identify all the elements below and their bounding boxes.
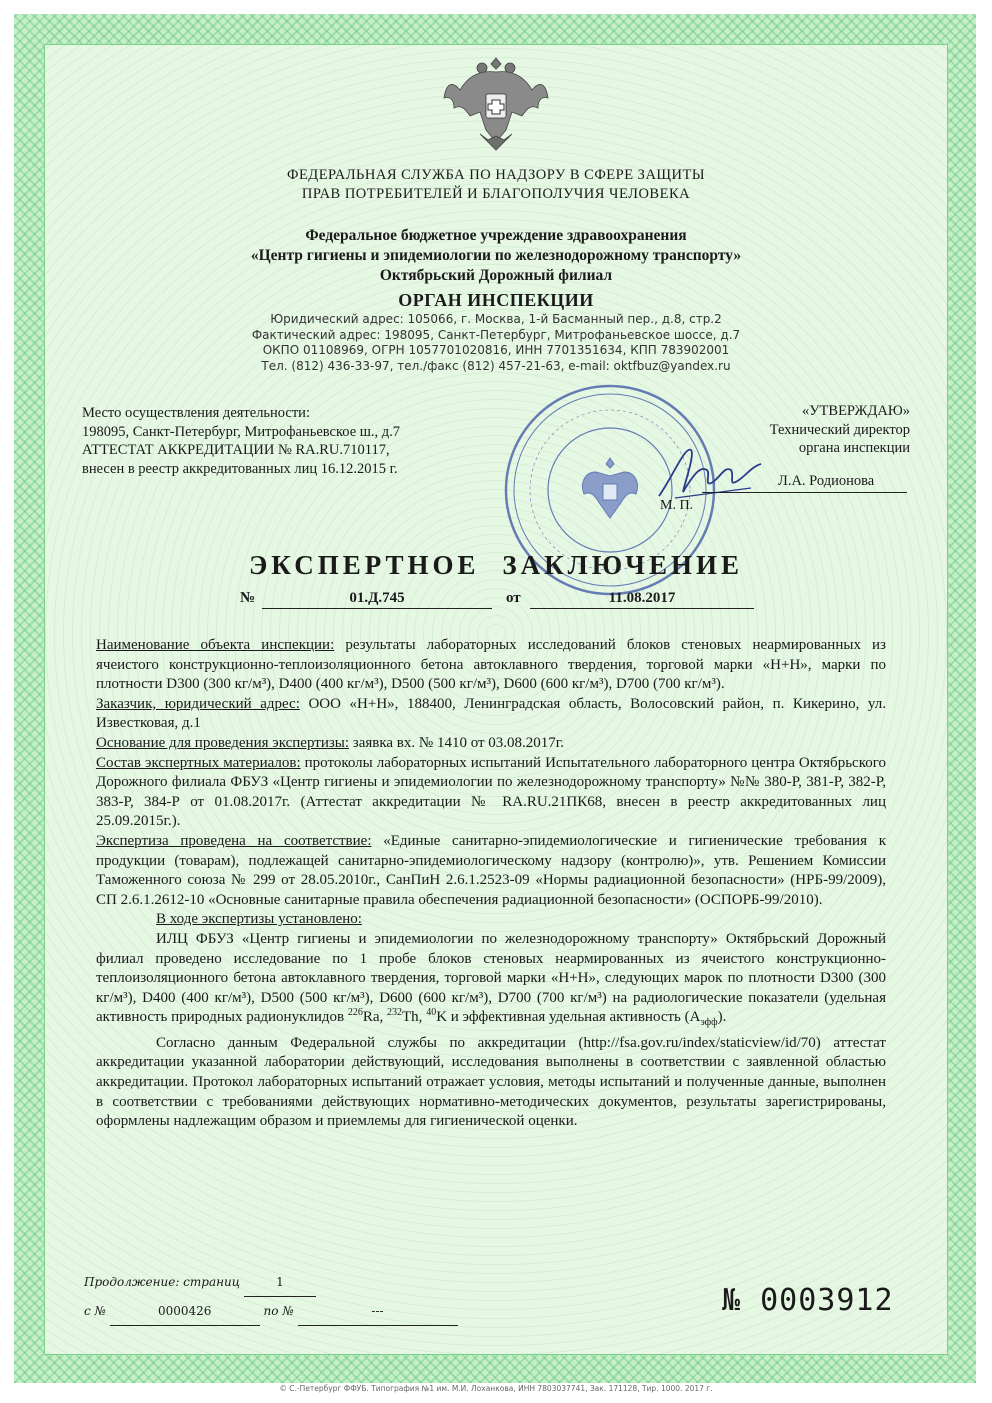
findings-heading: В ходе экспертизы установлено: (156, 911, 362, 928)
isotope-mass-k: 40 (426, 1007, 437, 1019)
materials-text: протоколы лабораторных испытаний Испытательного лабораторного центра Октябрьского Дорожного филиала ФБУЗ «Центр гигиены и эпидемиологии по железнодорожному транспорту» №№ 380-Р, 381-Р, 382-Р, 383-Р, 384-Р от 01.08.2017г. (Аттестат аккредитации № RA.RU.21ПК68, внесен в реестр аккредитованных лиц 25.09.2015г.). (96, 754, 886, 830)
double-headed-eagle-emblem (440, 50, 552, 160)
findings-text: ИЛЦ ФБУЗ «Центр гигиены и эпидемиологии по железнодорожному транспорту» Октябрьский Дорожный филиал проведено исследование по 1 пробе блоков стеновых неармированных из ячеистого конструкционно-теплоизоляционного бетона автоклавного твердения, торговой марки «Н+Н», следующих марок по плотности D300 (300 кг/м³), D400 (400 кг/м³), D500 (500 кг/м³), D600 (600 кг/м³), D700 (700 кг/м³) на радиологические показатели (удельная активность природных радионуклидов (96, 930, 886, 1026)
printer-imprint: © С.-Петербург ФФУБ. Типография №1 им. М.И. Лоханкова, ИНН 7803037741, Зак. 171128, Тир. 1000. 2017 г. (279, 1384, 713, 1393)
customer-paragraph (96, 695, 886, 734)
registration-codes: ОКПО 01108969, ОГРН 1057701020816, ИНН 7701351634, КПП 783902001 (262, 343, 730, 357)
customer-text: ООО «Н+Н», 188400, Ленинградская область, Волосовский район, п. Кикерино, ул. Известковая, д.1 (96, 695, 886, 732)
continuation-row (84, 1268, 458, 1297)
accreditation-certificate: АТТЕСТАТ АККРЕДИТАЦИИ № RA.RU.710117, (82, 442, 390, 458)
to-label: по № (263, 1304, 294, 1318)
isotope-mass-th: 232 (387, 1007, 403, 1019)
findings-paragraph (96, 930, 886, 1028)
document-date: 11.08.2017 (530, 590, 754, 609)
org-line-1: Федеральное бюджетное учреждение здравоохранения (305, 227, 687, 244)
findings-end: ). (717, 1009, 727, 1026)
document-body (96, 636, 886, 1132)
isotope-mass-ra: 226 (347, 1007, 363, 1019)
legal-address: Юридический адрес: 105066, г. Москва, 1-й Басманный пер., д.8, стр.2 (270, 312, 722, 326)
compliance-label: Экспертиза проведена на соответствие: (96, 832, 372, 849)
contacts: Тел. (812) 436-33-97, тел./факс (812) 457-21-63, e-mail: oktfbuz@yandex.ru (261, 358, 731, 373)
org-line-3: Октябрьский Дорожный филиал (379, 267, 613, 284)
accreditation-paragraph (96, 1034, 886, 1132)
effective-subscript: эфф (700, 1017, 718, 1029)
footer-block (84, 1268, 458, 1326)
document-title: ЭКСПЕРТНОЕ ЗАКЛЮЧЕНИЕ (249, 550, 743, 580)
signature-line (702, 492, 907, 493)
range-row (84, 1297, 458, 1326)
approver-position: Технический директор (769, 421, 910, 438)
actual-address: Фактический адрес: 198095, Санкт-Петербург, Митрофаньевское шоссе, д.7 (251, 327, 741, 342)
basis-paragraph (96, 734, 886, 754)
organization-header (100, 226, 892, 286)
inspection-object-label: Наименование объекта инспекции: (96, 637, 335, 653)
org-line-2: «Центр гигиены и эпидемиологии по железнодорожному транспорту» (250, 247, 742, 264)
activity-place-block (82, 404, 400, 478)
agency-header (100, 166, 892, 204)
document-number: 01.Д.745 (262, 590, 492, 609)
approval-block (700, 402, 910, 458)
approver-name: Л.А. Родионова (778, 473, 875, 489)
basis-label: Основание для проведения экспертизы: (96, 734, 350, 751)
agency-line-1: ФЕДЕРАЛЬНАЯ СЛУЖБА ПО НАДЗОРУ В СФЕРЕ ЗАЩИТЫ (286, 167, 706, 183)
organ-title: ОРГАН ИНСПЕКЦИИ (398, 290, 594, 310)
registry-entry: внесен в реестр аккредитованных лиц 16.12.2015 г. (82, 460, 398, 477)
place-address: 198095, Санкт-Петербург, Митрофаньевское ш., д.7 (82, 423, 401, 440)
approve-heading: «УТВЕРЖДАЮ» (802, 403, 910, 419)
continuation-label: Продолжение: страниц (84, 1275, 241, 1289)
inspection-object-text: результаты лабораторных исследований блоков стеновых неармированных из ячеистого конструкционно-теплоизоляционного бетона автоклавного твердения, торговой марки «Н+Н», марки по плотности D300 (300 кг/м³), D400 (400 кг/м³), D500 (500 кг/м³), D600 (600 кг/м³), D700 (700 кг/м³). (96, 637, 886, 693)
materials-label: Состав экспертных материалов: (96, 754, 301, 771)
isotope-ra: Ra, (362, 1009, 388, 1026)
from-number: 0000426 (110, 1297, 260, 1326)
place-label: Место осуществления деятельности: (82, 405, 310, 421)
to-number: --- (298, 1297, 458, 1326)
seal-place-label: М. П. (660, 498, 694, 513)
inspection-object-paragraph (96, 636, 886, 695)
isotope-th: Th, (402, 1009, 427, 1026)
materials-paragraph (96, 754, 886, 832)
compliance-text: «Единые санитарно-эпидемиологические и гигиенические требования к продукции (товарам), подлежащей санитарно-эпидемиологическому надзору (контролю)», утв. Решением Комиссии Таможенного союза № 299 от 28.05.2010г., СанПиН 2.6.1.2523-09 «Нормы радиационной безопасности» (НРБ-99/2009), СП 2.6.1.2612-10 «Основные санитарные правила обеспечения радиационной безопасности» (ОСПОРБ-99/2010). (96, 832, 886, 908)
form-serial-number: № 0003912 (722, 1283, 894, 1318)
findings-heading-paragraph (96, 910, 886, 930)
isotope-k-text: K и эффективная удельная активность (А (436, 1009, 701, 1026)
customer-label: Заказчик, юридический адрес: (96, 695, 300, 712)
compliance-paragraph (96, 832, 886, 910)
continuation-pages: 1 (244, 1268, 316, 1297)
number-label: № (240, 590, 256, 606)
date-label: от (506, 590, 521, 606)
address-block (100, 312, 892, 374)
agency-line-2: ПРАВ ПОТРЕБИТЕЛЕЙ И БЛАГОПОЛУЧИЯ ЧЕЛОВЕКА (301, 186, 691, 202)
from-label: с № (84, 1304, 106, 1318)
approver-org: органа инспекции (798, 440, 910, 456)
accreditation-text: Согласно данным Федеральной службы по аккредитации (http://fsa.gov.ru/index/staticview/id/70) аттестат аккредитации указанной лаборатории действующий, исследования выполнены в соответствии с заявленной областью аккредитации. Протокол лабораторных испытаний отражает условия, методы испытаний и полученные данные, выполнен в соответствии с требованиями действующих нормативно-методических документов, результаты зарегистрированы, оформлены надлежащим образом и приемлемы для гигиенической оценки. (96, 1034, 886, 1130)
basis-text: заявка вх. № 1410 от 03.08.2017г. (349, 734, 565, 751)
